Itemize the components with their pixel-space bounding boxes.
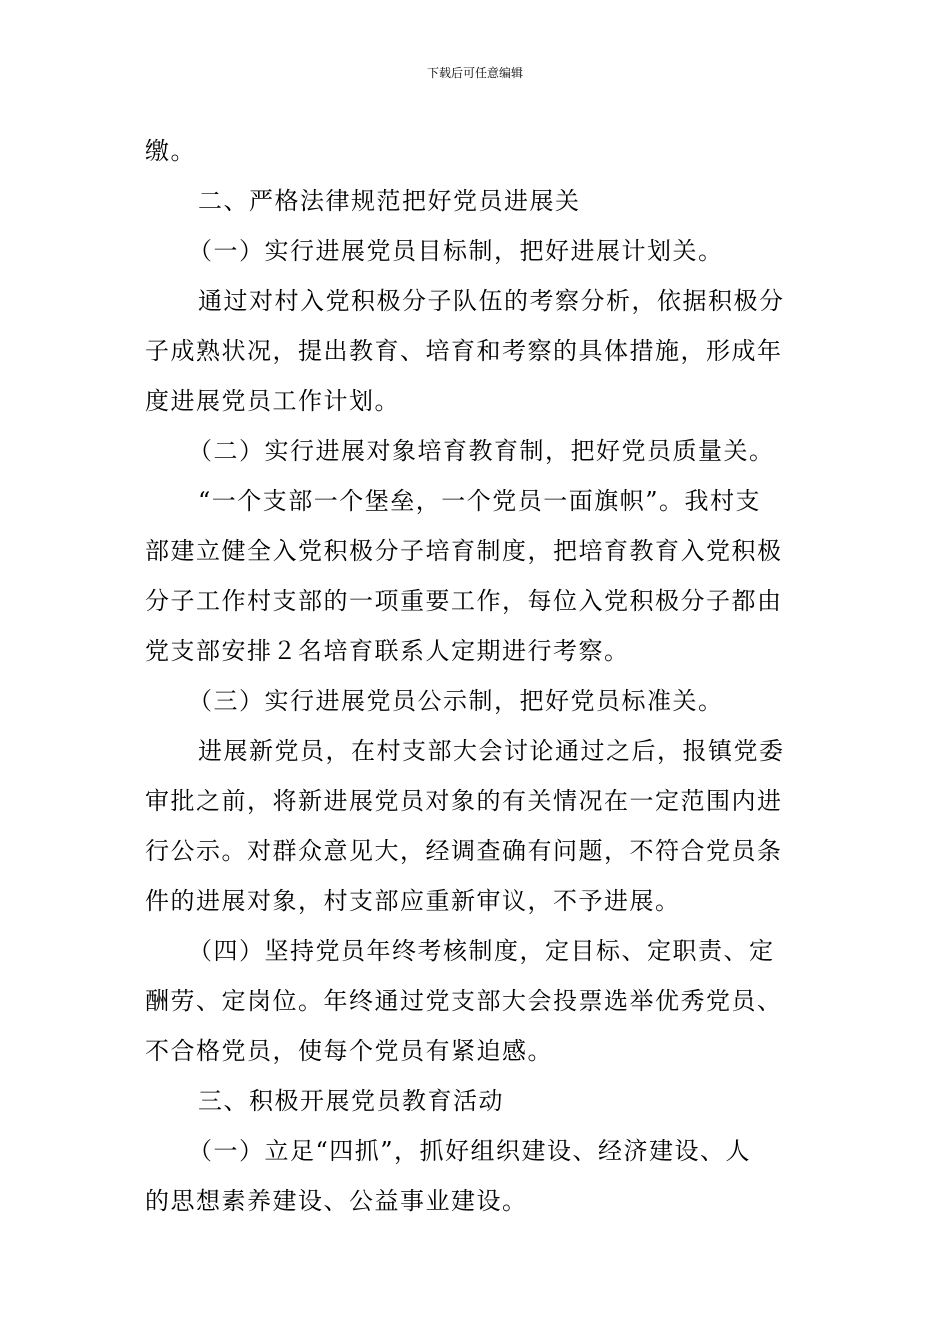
text-line: 的思想素养建设、公益事业建设。 <box>145 1187 528 1215</box>
paragraph-continuation <box>145 126 805 176</box>
text-line: 审批之前，将新进展党员对象的有关情况在一定范围内进 <box>145 787 783 815</box>
text-line: 进展新党员，在村支部大会讨论通过之后，报镇党委 <box>198 737 785 765</box>
text-line: 酬劳、定岗位。年终通过党支部大会投票选举优秀党员、 <box>145 987 783 1015</box>
subheading-2-1 <box>145 226 805 276</box>
text-line: 度进展党员工作计划。 <box>145 387 400 415</box>
page-header-note: 下载后可任意编辑 <box>426 66 523 80</box>
text-line: 二、严格法律规范把好党员进展关 <box>198 187 581 215</box>
text-line: 缴。 <box>145 137 196 165</box>
paragraph <box>145 726 805 926</box>
text-line: 分子工作村支部的一项重要工作，每位入党积极分子都由 <box>145 587 783 615</box>
text-line: 子成熟状况，提出教育、培育和考察的具体措施，形成年 <box>145 337 783 365</box>
paragraph <box>145 1126 805 1226</box>
text-line: （一）实行进展党员目标制，把好进展计划关。 <box>188 237 724 265</box>
section-heading-3 <box>145 1076 805 1126</box>
paragraph <box>145 276 805 426</box>
text-line: （四）坚持党员年终考核制度，定目标、定职责、定 <box>188 937 775 965</box>
paragraph <box>145 926 805 1076</box>
text-line: 部建立健全入党积极分子培育制度，把培育教育入党积极 <box>145 537 783 565</box>
text-line: 党支部安排２名培育联系人定期进行考察。 <box>145 637 630 665</box>
text-line: 三、积极开展党员教育活动 <box>198 1087 504 1115</box>
text-line: （三）实行进展党员公示制，把好党员标准关。 <box>188 687 724 715</box>
paragraph <box>145 476 805 676</box>
document-body <box>145 126 805 1226</box>
subheading-2-2 <box>145 426 805 476</box>
text-line: 件的进展对象，村支部应重新审议，不予进展。 <box>145 887 681 915</box>
text-line: 通过对村入党积极分子队伍的考察分析，依据积极分 <box>198 287 785 315</box>
section-heading-2 <box>145 176 805 226</box>
text-line: 不合格党员，使每个党员有紧迫感。 <box>145 1037 553 1065</box>
text-line: （一）立足“四抓”，抓好组织建设、经济建设、人 <box>188 1137 752 1165</box>
subheading-2-3 <box>145 676 805 726</box>
text-line: （二）实行进展对象培育教育制，把好党员质量关。 <box>188 437 775 465</box>
text-line: 行公示。对群众意见大，经调查确有问题，不符合党员条 <box>145 837 783 865</box>
text-line: “一个支部一个堡垒，一个党员一面旗帜”。我村支 <box>198 487 762 515</box>
